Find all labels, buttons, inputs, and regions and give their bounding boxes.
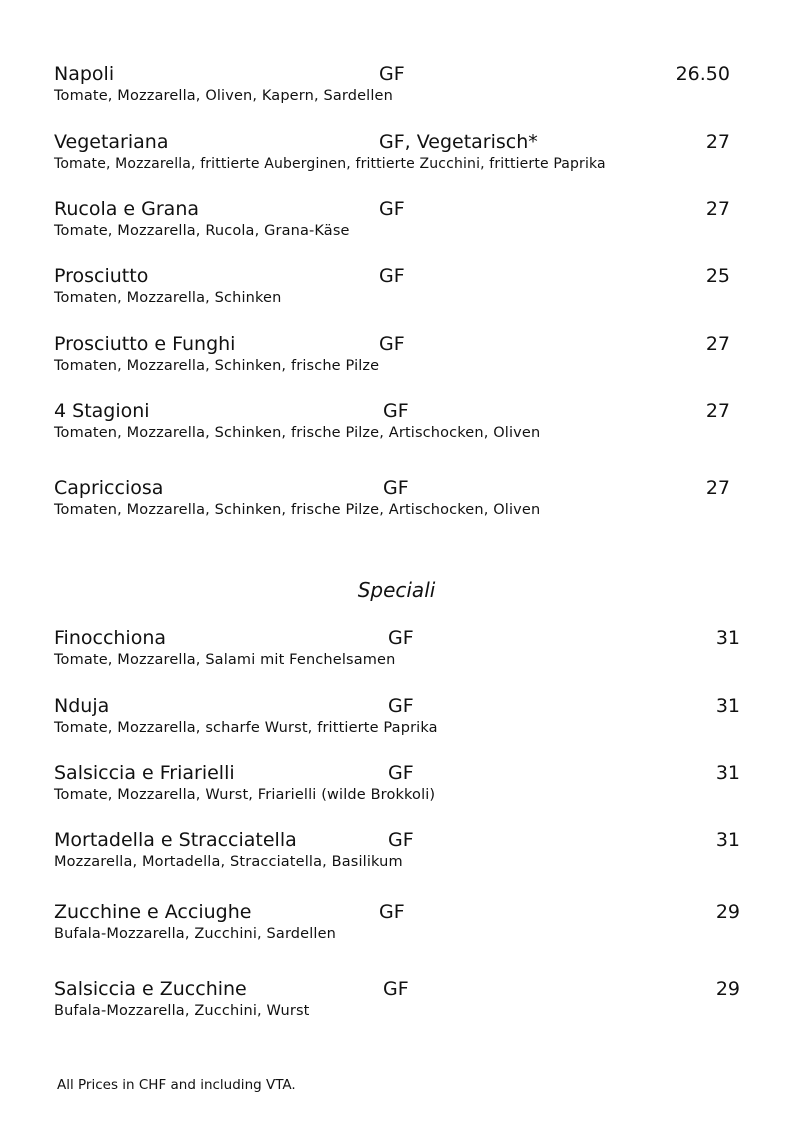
section-title: Speciali <box>357 578 436 602</box>
item-tag: GF <box>379 198 405 220</box>
item-tag: GF <box>379 333 405 355</box>
item-tag: GF <box>388 627 414 649</box>
item-description: Tomate, Mozzarella, Oliven, Kapern, Sardellen <box>54 88 393 104</box>
menu-item <box>0 131 793 179</box>
item-name: Nduja <box>54 695 110 717</box>
item-price: 29 <box>715 978 740 1000</box>
item-name: Rucola e Grana <box>54 198 200 220</box>
item-description: Tomate, Mozzarella, Wurst, Friarielli (wilde Brokkoli) <box>54 787 436 803</box>
item-description: Tomaten, Mozzarella, Schinken, frische Pilze <box>54 358 380 374</box>
item-tag: GF <box>379 63 405 85</box>
item-name: 4 Stagioni <box>54 400 150 422</box>
menu-item <box>0 901 793 949</box>
item-description: Bufala-Mozzarella, Zucchini, Wurst <box>54 1003 310 1019</box>
item-price: 31 <box>715 627 740 649</box>
item-tag: GF <box>379 265 405 287</box>
item-tag: GF <box>388 762 414 784</box>
item-price: 31 <box>715 695 740 717</box>
item-name: Mortadella e Stracciatella <box>54 829 297 851</box>
item-price: 27 <box>705 198 730 220</box>
item-tag: GF, Vegetarisch* <box>379 131 538 153</box>
item-price: 27 <box>705 400 730 422</box>
item-description: Tomaten, Mozzarella, Schinken, frische Pilze, Artischocken, Oliven <box>54 425 541 441</box>
item-name: Salsiccia e Zucchine <box>54 978 247 1000</box>
item-price: 31 <box>715 762 740 784</box>
item-description: Tomaten, Mozzarella, Schinken <box>54 290 282 306</box>
item-description: Tomate, Mozzarella, frittierte Auberginen, frittierte Zucchini, frittierte Paprika <box>54 156 606 172</box>
item-price: 29 <box>715 901 740 923</box>
item-price: 25 <box>705 265 730 287</box>
item-name: Finocchiona <box>54 627 167 649</box>
item-description: Tomaten, Mozzarella, Schinken, frische Pilze, Artischocken, Oliven <box>54 502 541 518</box>
item-description: Bufala-Mozzarella, Zucchini, Sardellen <box>54 926 336 942</box>
item-price: 27 <box>705 333 730 355</box>
menu-item <box>0 627 793 675</box>
item-name: Vegetariana <box>54 131 169 153</box>
item-tag: GF <box>383 978 409 1000</box>
item-name: Zucchine e Acciughe <box>54 901 252 923</box>
footer-note: All Prices in CHF and including VTA. <box>57 1077 296 1093</box>
item-name: Napoli <box>54 63 115 85</box>
item-name: Capricciosa <box>54 477 164 499</box>
item-price: 26.50 <box>675 63 730 85</box>
item-description: Tomate, Mozzarella, scharfe Wurst, frittierte Paprika <box>54 720 438 736</box>
item-tag: GF <box>383 400 409 422</box>
item-tag: GF <box>383 477 409 499</box>
menu-item <box>0 762 793 810</box>
item-price: 31 <box>715 829 740 851</box>
item-tag: GF <box>388 829 414 851</box>
menu-item <box>0 695 793 743</box>
item-description: Tomate, Mozzarella, Rucola, Grana-Käse <box>54 223 350 239</box>
item-name: Salsiccia e Friarielli <box>54 762 235 784</box>
item-tag: GF <box>388 695 414 717</box>
menu-item <box>0 829 793 877</box>
item-price: 27 <box>705 477 730 499</box>
item-name: Prosciutto <box>54 265 149 287</box>
item-description: Tomate, Mozzarella, Salami mit Fenchelsamen <box>54 652 396 668</box>
item-description: Mozzarella, Mortadella, Stracciatella, Basilikum <box>54 854 403 870</box>
menu-item <box>0 198 793 246</box>
menu-item <box>0 265 793 313</box>
item-price: 27 <box>705 131 730 153</box>
item-tag: GF <box>379 901 405 923</box>
item-name: Prosciutto e Funghi <box>54 333 236 355</box>
menu-item <box>0 477 793 525</box>
menu-item <box>0 400 793 448</box>
menu-item <box>0 63 793 111</box>
menu-item <box>0 333 793 381</box>
menu-item <box>0 978 793 1026</box>
